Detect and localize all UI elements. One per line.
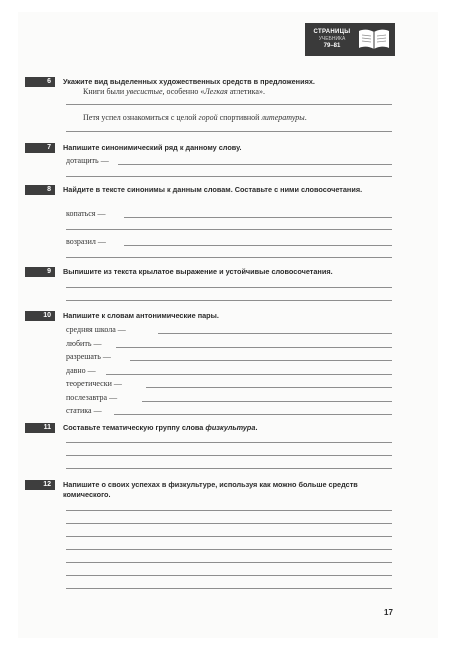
answer-line[interactable] (66, 229, 392, 230)
answer-line[interactable] (106, 374, 392, 375)
task-number: 7 (25, 143, 55, 153)
open-book-icon (358, 28, 390, 50)
answer-line[interactable] (158, 333, 392, 334)
word-prompt: послезавтра — (66, 393, 118, 402)
task-instruction: Напишите к словам антонимические пары. (63, 311, 219, 320)
task-instruction: Напишите о своих успехах в физкультуре, используя как можно больше средств комического. (63, 480, 358, 499)
page-number: 17 (384, 608, 393, 617)
word-prompt: возразил — (66, 237, 106, 246)
task-instruction: Составьте тематическую группу слова физкультура. (63, 423, 258, 432)
answer-line[interactable] (146, 387, 392, 388)
answer-line[interactable] (66, 442, 392, 443)
answer-line[interactable] (118, 164, 392, 165)
answer-line[interactable] (114, 414, 392, 415)
example-sentence-2: Петя успел ознакомиться с целой горой спортивной литературы. (83, 113, 307, 122)
task-number: 9 (25, 267, 55, 277)
word-prompt: средняя школа — (66, 325, 126, 334)
answer-line[interactable] (142, 401, 392, 402)
task-number: 11 (25, 423, 55, 433)
answer-line[interactable] (66, 510, 392, 511)
answer-line[interactable] (124, 245, 392, 246)
task-number: 8 (25, 185, 55, 195)
answer-line[interactable] (124, 217, 392, 218)
answer-line[interactable] (66, 588, 392, 589)
badge-label: СТРАНИЦЫ (313, 29, 351, 35)
answer-line[interactable] (130, 360, 392, 361)
answer-line[interactable] (66, 176, 392, 177)
badge-sublabel: УЧЕБНИКА (318, 36, 346, 42)
answer-line[interactable] (66, 468, 392, 469)
word-prompt: теоретически — (66, 379, 122, 388)
word-prompt: разрешать — (66, 352, 111, 361)
task-number: 10 (25, 311, 55, 321)
answer-line[interactable] (66, 523, 392, 524)
answer-line[interactable] (116, 347, 392, 348)
task-number: 12 (25, 480, 55, 490)
example-sentence-1: Книги были увесистые, особенно «Легкая атлетика». (83, 87, 265, 96)
answer-line[interactable] (66, 575, 392, 576)
answer-line[interactable] (66, 131, 392, 132)
task-instruction: Напишите синонимический ряд к данному слову. (63, 143, 242, 152)
answer-line[interactable] (66, 300, 392, 301)
answer-line[interactable] (66, 104, 392, 105)
task-instruction: Найдите в тексте синонимы к данным словам. Составьте с ними словосочетания. (63, 185, 363, 194)
answer-line[interactable] (66, 287, 392, 288)
word-prompt: копаться — (66, 209, 106, 218)
task-number: 6 (25, 77, 55, 87)
answer-line[interactable] (66, 549, 392, 550)
word-prompt: дотащить — (66, 156, 109, 165)
word-prompt: давно — (66, 366, 96, 375)
task-instruction: Выпишите из текста крылатое выражение и устойчивые словосочетания. (63, 267, 333, 276)
answer-line[interactable] (66, 536, 392, 537)
word-prompt: статика — (66, 406, 102, 415)
answer-line[interactable] (66, 455, 392, 456)
textbook-pages-badge (305, 23, 395, 56)
answer-line[interactable] (66, 562, 392, 563)
badge-pages: 79–81 (323, 43, 341, 49)
answer-line[interactable] (66, 257, 392, 258)
task-instruction: Укажите вид выделенных художественных средств в предложениях. (63, 77, 315, 86)
word-prompt: любить — (66, 339, 102, 348)
